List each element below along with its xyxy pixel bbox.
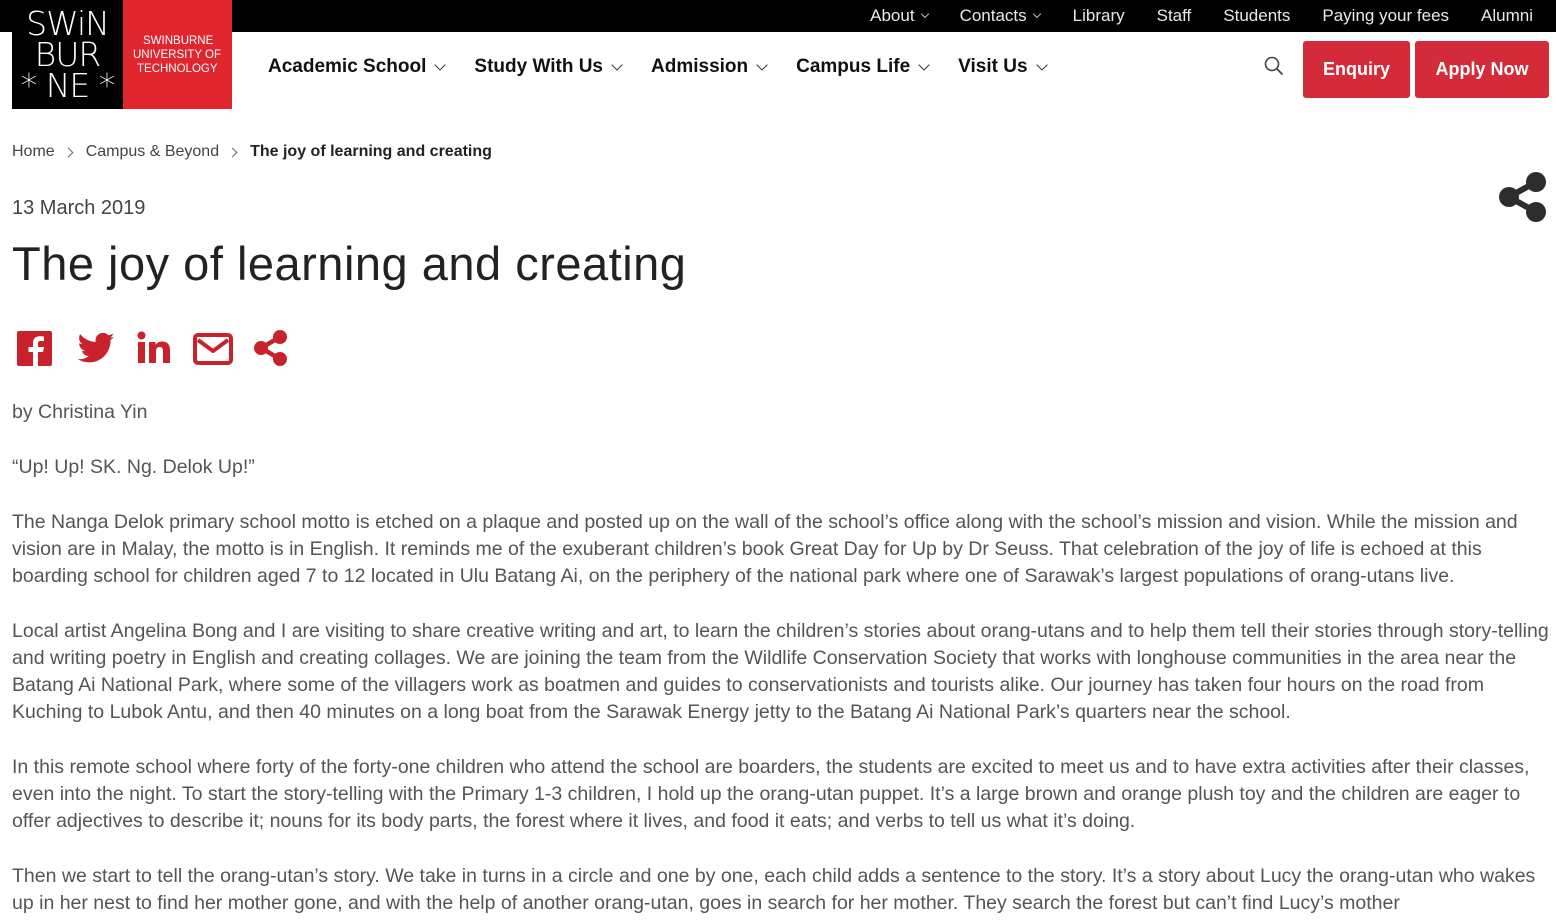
share-icon <box>1496 170 1550 224</box>
logo-wordmark <box>12 0 123 109</box>
logo-text-line: SWINBURNE <box>143 34 214 47</box>
topnav-label: Staff <box>1156 6 1192 25</box>
article-body <box>12 399 1550 920</box>
mainnav-campus-life[interactable] <box>796 56 928 78</box>
share-icon[interactable] <box>252 328 290 368</box>
logo-wordmark-line: SWiN <box>26 4 109 43</box>
topnav-alumni[interactable] <box>1481 6 1533 26</box>
mainnav-study-with-us[interactable] <box>474 56 621 78</box>
topnav-about[interactable] <box>870 6 927 26</box>
enquiry-button[interactable]: Enquiry <box>1303 41 1410 98</box>
topnav-staff[interactable] <box>1157 6 1192 26</box>
chevron-down-icon <box>611 59 622 70</box>
mainnav-label: Admission <box>651 56 749 77</box>
article-date: 13 March 2019 <box>12 197 146 219</box>
twitter-icon[interactable] <box>76 328 116 368</box>
article-paragraph: Local artist Angelina Bong and I are visiting to share creative writing and art, to learn the children’s stories about orang-utans and to help them tell their stories through story-telling and writing poetry in English and creating collages. We are joining the team from the Wildlife Conservation Society that works with longhouse communities in the area near the Batang Ai National Park, where some of the villagers work as boatmen and guides to conservationists and tourists alike. Our journey has taken four hours on the road from Kuching to Lubok Antu, and then 40 minutes on a long boat from the Sarawak Energy jetty to the Batang Ai National Park’s quarters near the school. <box>12 620 1549 723</box>
topnav-paying-fees[interactable] <box>1322 6 1449 26</box>
logo-text-line: TECHNOLOGY <box>137 62 218 75</box>
chevron-right-icon <box>228 147 238 157</box>
topnav-students[interactable] <box>1223 6 1290 26</box>
breadcrumb-current: The joy of learning and creating <box>250 143 492 160</box>
topnav-label: Paying your fees <box>1322 6 1450 25</box>
article-author: by Christina Yin <box>12 401 148 423</box>
mainnav-academic-school[interactable] <box>268 56 444 78</box>
article-paragraph: In this remote school where forty of the forty-one children who attend the school are boarders, the students are excited to meet us and to have extra activities after their classes, even into the night. To start the story-telling with the Primary 1-3 children, I hold up the orang-utan puppet. It’s a large brown and orange plush toy and the children are eager to offer adjectives to describe it; nouns for its body parts, the forest where it lives, and food it eats; and verbs to tell us what it’s doing. <box>12 756 1530 832</box>
logo-wordmark-line: * NE * <box>20 66 115 105</box>
chevron-down-icon <box>435 59 446 70</box>
facebook-icon[interactable] <box>12 328 58 368</box>
chevron-down-icon <box>756 59 767 70</box>
search-icon <box>1262 54 1286 78</box>
article-paragraph: Then we start to tell the orang-utan’s story. We take in turns in a circle and one by one, each child adds a sentence to the story. It’s a story about Lucy the orang-utan who wakes up in her nest to find her mother gone, and with the help of another orang-utan, goes in search for her mother. They search the forest but can’t find Lucy’s mother <box>12 865 1536 914</box>
chevron-down-icon <box>918 59 929 70</box>
mainnav-label: Academic School <box>268 56 427 77</box>
share-button[interactable] <box>1496 170 1550 224</box>
topnav-label: About <box>870 6 915 25</box>
swinburne-logo[interactable] <box>12 0 232 109</box>
logo-university-name <box>123 0 232 109</box>
mainnav-label: Study With Us <box>474 56 603 77</box>
mainnav-label: Visit Us <box>958 56 1028 77</box>
utility-nav <box>870 0 1556 32</box>
topnav-label: Students <box>1223 6 1291 25</box>
breadcrumb-campus-beyond[interactable]: Campus & Beyond <box>85 143 220 160</box>
topnav-label: Alumni <box>1481 6 1533 25</box>
utility-bar <box>0 0 1556 32</box>
main-nav <box>268 52 1076 82</box>
social-share-bar <box>12 326 308 370</box>
breadcrumb-home[interactable]: Home <box>12 143 55 160</box>
email-icon[interactable] <box>192 328 234 368</box>
article-paragraph: “Up! Up! SK. Ng. Delok Up!” <box>12 456 255 478</box>
mainnav-label: Campus Life <box>796 56 911 77</box>
linkedin-icon[interactable] <box>134 328 174 368</box>
chevron-down-icon <box>920 10 928 18</box>
chevron-down-icon <box>1032 10 1040 18</box>
apply-now-button[interactable]: Apply Now <box>1415 41 1549 98</box>
mainnav-admission[interactable] <box>651 56 766 78</box>
chevron-right-icon <box>63 147 73 157</box>
mainnav-visit-us[interactable] <box>958 56 1045 78</box>
article-paragraph: The Nanga Delok primary school motto is etched on a plaque and posted up on the wall of the school’s office along with the school’s mission and vision. While the mission and vision are in Malay, the motto is in English. It reminds me of the exuberant children’s book Great Day for Up by Dr Seuss. That celebration of the joy of life is echoed at this boarding school for children aged 7 to 12 located in Ulu Batang Ai, on the periphery of the national park where one of Sarawak’s largest populations of orang-utans live. <box>12 511 1518 587</box>
breadcrumb <box>12 142 492 162</box>
topnav-label: Contacts <box>959 6 1027 25</box>
logo-text-line: UNIVERSITY OF <box>133 48 221 61</box>
topnav-library[interactable] <box>1073 6 1125 26</box>
chevron-down-icon <box>1036 59 1047 70</box>
topnav-label: Library <box>1072 6 1125 25</box>
topnav-contacts[interactable] <box>960 6 1040 26</box>
article-title: The joy of learning and creating <box>12 237 687 290</box>
logo-wordmark-line: BUR <box>34 35 101 74</box>
search-button[interactable] <box>1262 54 1286 78</box>
